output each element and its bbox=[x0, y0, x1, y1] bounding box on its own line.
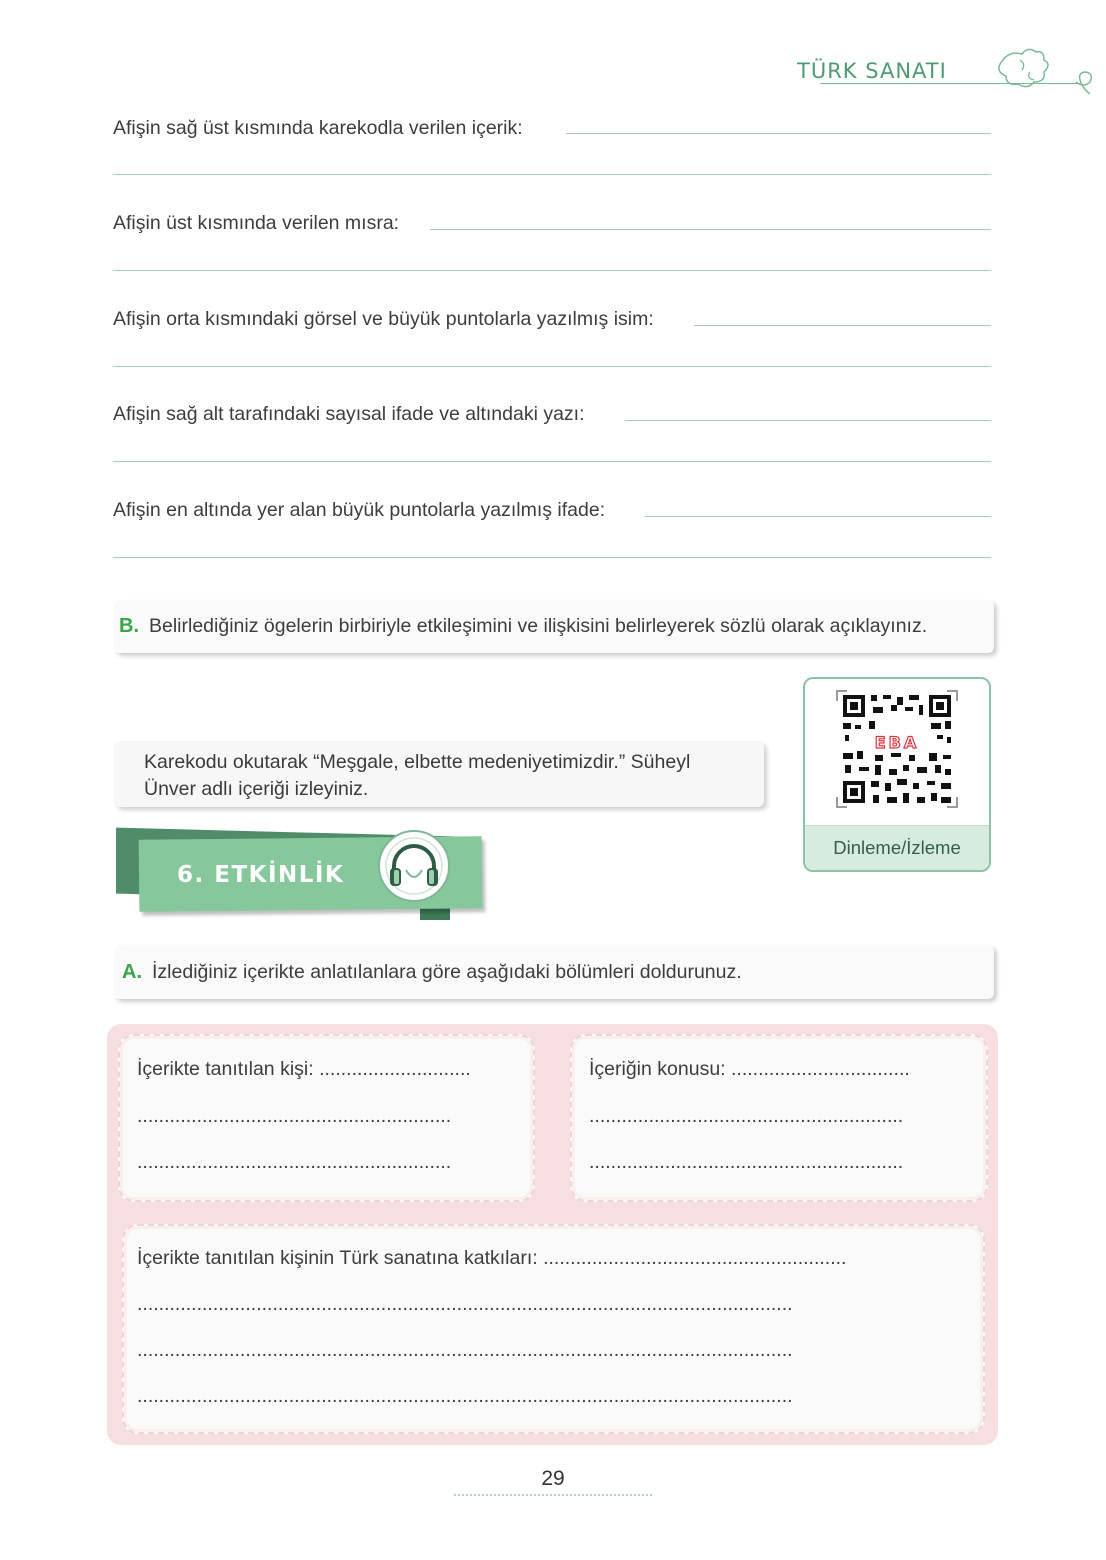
answer-line[interactable] bbox=[625, 420, 991, 421]
fill-dots[interactable]: ........................................................ bbox=[543, 1247, 847, 1269]
qr-card[interactable] bbox=[803, 677, 991, 872]
fill-dots[interactable]: ................................. bbox=[731, 1058, 910, 1080]
fill-dots[interactable]: ......................................................................................................................... bbox=[137, 1293, 793, 1315]
answer-line[interactable] bbox=[430, 229, 991, 230]
card-contributions-label: İçerikte tanıtılan kişinin Türk sanatına katkıları: bbox=[137, 1247, 538, 1269]
qr-code-icon[interactable] bbox=[835, 687, 959, 811]
activity-title: 6. ETKİNLİK bbox=[177, 862, 345, 888]
ornament-icon bbox=[990, 42, 1096, 100]
instruction-text: Belirlediğiniz ögelerin birbiriyle etkileşimini ve ilişkisini belirleyerek sözlü olarak açıklayınız. bbox=[149, 615, 928, 637]
card-person-label: İçerikte tanıtılan kişi: bbox=[137, 1058, 314, 1080]
prompt-numeric: Afişin sağ alt tarafındaki sayısal ifade ve altındaki yazı: bbox=[113, 403, 585, 425]
instruction-letter: A. bbox=[122, 960, 142, 983]
fill-dots[interactable]: ......................................................................................................................... bbox=[137, 1385, 793, 1407]
card-topic-label: İçeriğin konusu: bbox=[589, 1058, 726, 1080]
footer-divider bbox=[453, 1493, 653, 1497]
prompt-verse: Afişin üst kısmında verilen mısra: bbox=[113, 212, 400, 234]
instruction-b bbox=[114, 600, 994, 653]
answer-line[interactable] bbox=[113, 270, 991, 271]
instruction-a bbox=[114, 945, 994, 999]
instruction-letter: B. bbox=[119, 615, 139, 637]
answer-line[interactable] bbox=[694, 325, 991, 326]
qr-caption: Dinleme/İzleme bbox=[805, 825, 989, 870]
card-contributions-label-row bbox=[137, 1247, 972, 1270]
card-topic-label-row bbox=[589, 1058, 974, 1081]
headphones-icon bbox=[378, 830, 450, 902]
prompt-bottom-text: Afişin en altında yer alan büyük puntolarla yazılmış ifade: bbox=[113, 499, 606, 521]
prompt-visual-name: Afişin orta kısmındaki görsel ve büyük puntolarla yazılmış isim: bbox=[113, 308, 654, 330]
section-title: TÜRK SANATI bbox=[797, 59, 947, 83]
instruction-text: İzlediğiniz içerikte anlatılanlara göre aşağıdaki bölümleri doldurunuz. bbox=[152, 960, 742, 983]
card-person-label-row bbox=[137, 1058, 522, 1081]
fill-dots[interactable]: .......................................................... bbox=[589, 1151, 904, 1173]
answer-line[interactable] bbox=[566, 133, 991, 134]
fill-dots[interactable]: ......................................................................................................................... bbox=[137, 1339, 793, 1361]
fill-dots[interactable]: .......................................................... bbox=[137, 1105, 452, 1127]
qr-note-text: Karekodu okutarak “Meşgale, elbette medeniyetimizdir.” Süheyl Ünver adlı içeriği izleyiniz. bbox=[144, 751, 691, 800]
qr-instruction-note bbox=[114, 741, 764, 807]
fill-dots[interactable]: .......................................................... bbox=[589, 1105, 904, 1127]
answer-line[interactable] bbox=[645, 516, 991, 517]
fill-dots[interactable]: ............................ bbox=[319, 1058, 471, 1080]
answer-line[interactable] bbox=[113, 366, 991, 367]
qr-logo: EBA bbox=[874, 733, 920, 752]
page-number: 29 bbox=[541, 1467, 565, 1490]
answer-line[interactable] bbox=[113, 461, 991, 462]
fill-dots[interactable]: .......................................................... bbox=[137, 1151, 452, 1173]
answer-line[interactable] bbox=[113, 174, 991, 175]
prompt-qr-content: Afişin sağ üst kısmında karekodla verilen içerik: bbox=[113, 117, 523, 139]
answer-line[interactable] bbox=[113, 557, 991, 558]
